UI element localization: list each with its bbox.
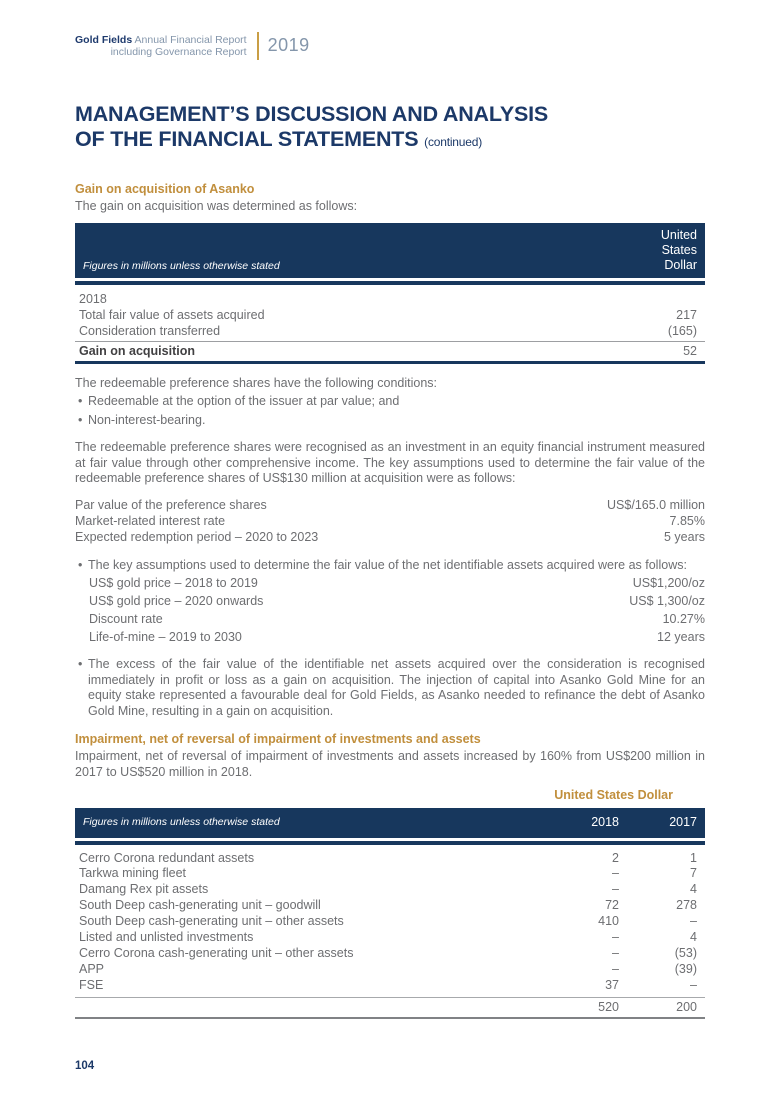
page-title-line2: OF THE FINANCIAL STATEMENTS bbox=[75, 127, 419, 151]
brand-divider bbox=[257, 32, 259, 60]
table1-bottom-rule bbox=[75, 361, 705, 364]
report-header bbox=[75, 30, 705, 62]
table-row: Listed and unlisted investments – 4 bbox=[79, 930, 697, 945]
page-title bbox=[75, 102, 705, 155]
table2-total-row: 520 200 bbox=[598, 999, 697, 1014]
kv-row: US$ gold price – 2020 onwards US$ 1,300/oz bbox=[89, 594, 705, 608]
table-row: FSE 37 – bbox=[79, 977, 697, 992]
table-row: Damang Rex pit assets – 4 bbox=[79, 882, 697, 897]
closing-bullet: • The excess of the fair value of the identifiable net assets acquired over the consideration is recognised immediately in profit or loss as a gain on acquisition. The injection of capital into Asanko Gold Mine for an equity stake represented a favourable deal for Gold Fields, as Asanko needed to refinance the debt of Asanko Gold Mine, resulting in a gain on acquisition. bbox=[75, 657, 705, 719]
table2-currency-header: United States Dollar bbox=[554, 788, 673, 802]
table2-top-rule bbox=[75, 841, 705, 845]
table2-caption: Figures in millions unless otherwise stated bbox=[83, 815, 280, 828]
bullet-icon: • bbox=[78, 394, 83, 408]
kv-row: Expected redemption period – 2020 to 2023 5 years bbox=[75, 529, 705, 544]
preference-shares-paragraph: The redeemable preference shares were recognised as an investment in an equity financial instrument measured at fair value through other comprehensive income. The key assumptions used to determine the fair value of the redeemable preference shares of US$130 million at acquisition were as follows: bbox=[75, 440, 705, 485]
list-item: • Redeemable at the option of the issuer at par value; and bbox=[75, 394, 705, 410]
bullet-icon: • bbox=[78, 657, 83, 671]
brand-name: Gold Fields bbox=[75, 33, 133, 46]
impairment-table bbox=[75, 808, 705, 1019]
gain-on-acquisition-table bbox=[75, 223, 705, 364]
page-title-continued: (continued) bbox=[424, 135, 482, 149]
bullet-icon: • bbox=[78, 557, 83, 572]
table-row: Cerro Corona cash-generating unit – other assets – (53) bbox=[79, 945, 697, 960]
table1-header-band bbox=[75, 223, 705, 278]
report-year: 2019 bbox=[267, 35, 310, 56]
assumption-kv-block bbox=[75, 497, 705, 545]
table-row: Consideration transferred (165) bbox=[79, 323, 697, 338]
kv-row: US$ gold price – 2018 to 2019 US$1,200/oz bbox=[89, 576, 705, 590]
page-title-line1: MANAGEMENT’S DISCUSSION AND ANALYSIS bbox=[75, 102, 549, 126]
brand-report-line2: including Governance Report bbox=[110, 46, 247, 58]
kv-row: Life-of-mine – 2019 to 2030 12 years bbox=[89, 630, 705, 644]
table-row: Cerro Corona redundant assets 2 1 bbox=[79, 850, 697, 865]
kv-row: Discount rate 10.27% bbox=[89, 612, 705, 626]
table-row bbox=[75, 291, 705, 307]
table-row: Tarkwa mining fleet – 7 bbox=[79, 866, 697, 881]
section-heading-gain-on-acquisition: Gain on acquisition of Asanko bbox=[75, 182, 255, 196]
kv-row: Par value of the preference shares US$/165.0 million bbox=[75, 497, 705, 512]
table2-header-band bbox=[75, 808, 705, 838]
list-item: • Non-interest-bearing. bbox=[75, 413, 705, 429]
brand-report-line1: Annual Financial Report bbox=[134, 33, 247, 46]
table-row: South Deep cash-generating unit – other assets 410 – bbox=[79, 914, 697, 929]
table2-col-2018: 2018 bbox=[591, 814, 619, 829]
key-assumptions-bullet bbox=[75, 558, 705, 646]
table1-unit-header: United States Dollar bbox=[660, 227, 697, 272]
conditions-intro: The redeemable preference shares have the following conditions: bbox=[75, 375, 438, 390]
table-row: APP – (39) bbox=[79, 961, 697, 976]
table1-top-rule bbox=[75, 281, 705, 285]
table2-col-2017: 2017 bbox=[669, 814, 697, 829]
table2-bottom-rule bbox=[75, 1017, 705, 1019]
page-number: 104 bbox=[75, 1059, 95, 1072]
table-row: South Deep cash-generating unit – goodwill 72 278 bbox=[79, 898, 697, 913]
list-item: • The key assumptions used to determine the fair value of the net identifiable assets acquired were as follows: bbox=[75, 558, 705, 574]
table1-caption: Figures in millions unless otherwise stated bbox=[83, 259, 280, 272]
bullet-icon: • bbox=[78, 412, 83, 427]
kv-row: Market-related interest rate 7.85% bbox=[75, 513, 705, 528]
section-heading-impairment: Impairment, net of reversal of impairment of investments and assets bbox=[75, 732, 481, 746]
table-row: Total fair value of assets acquired 217 bbox=[79, 307, 697, 322]
brand-text bbox=[75, 34, 247, 59]
gain-intro-text: The gain on acquisition was determined as follows: bbox=[75, 199, 358, 213]
table1-group-year: 2018 bbox=[79, 291, 107, 306]
impairment-paragraph: Impairment, net of reversal of impairment of investments and assets increased by 160% from US$200 million in 2017 to US$520 million in 2018. bbox=[75, 749, 705, 779]
table1-total-row: Gain on acquisition 52 bbox=[79, 343, 697, 358]
